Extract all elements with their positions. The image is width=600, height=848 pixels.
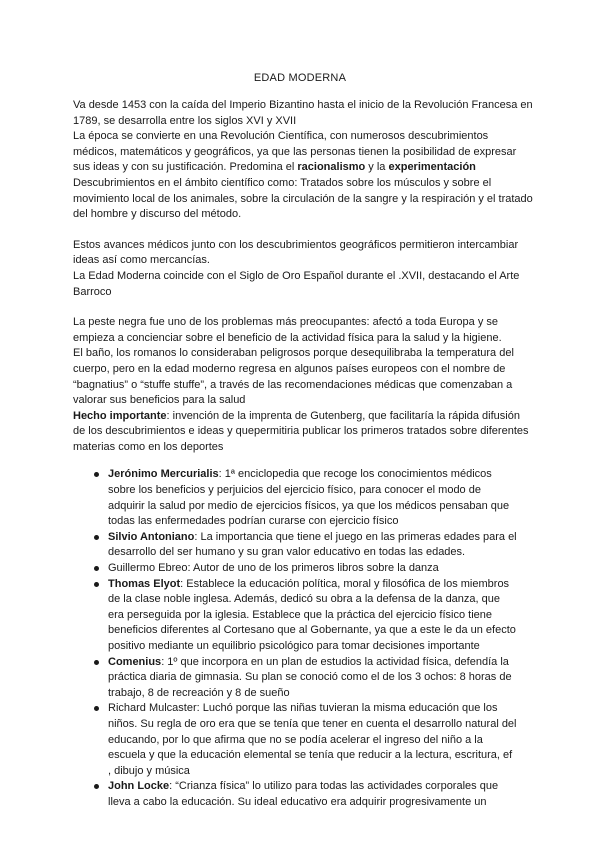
intro-connector: y la <box>365 161 389 174</box>
important-fact-label: Hecho importante <box>73 409 167 422</box>
intro-paragraph-3: Descubrimientos en el ámbito científico como: Tratados sobre los músculos y sobre el movimiento local de los animales, sobre la circulación de la sangre y la respiración y el tratado del hombre y discurso del método. <box>73 176 533 221</box>
figure-description: : “Crianza física” lo utilizo para todas las actividades corporales que lleva a cabo la educación. Su ideal educativo era adquirir progresivamente un <box>108 780 499 808</box>
important-fact-text: : invención de la imprenta de Gutenberg, que facilitaría la rápida difusión de los descubrimientos e ideas y quepermitiria publicar los primeros tratados sobre diferentes materias como en los deportes <box>73 409 529 453</box>
figure-description: : Establece la educación política, moral y filosófica de los miembros de la clase noble inglesa. Además, dedicó su obra a la defensa de la danza, que era perseguida por la iglesia. Establece que la práctica del ejercicio físico tiene beneficios diferentes al Cortesano que al Gobernante, ya que a este le da un efecto positivo mediante un equilibrio psicológico para tomar decisiones importante <box>108 577 516 652</box>
experimentacion-term: experimentación <box>388 161 476 174</box>
spacer <box>73 300 533 315</box>
figure-name: Comenius <box>108 655 162 668</box>
figure-name: Silvio Antoniano <box>108 530 195 543</box>
document-body <box>73 98 533 811</box>
figure-description: Richard Mulcaster: Luchó porque las niñas tuvieran la misma educación que los niños. Su regla de oro era que se tenía que tener en cuenta el desarrollo natural del educando, por lo que afirma que no se podía acelerar el ingreso del niño a la escuela y que la educación elemental se tenía que reducir a la lectura, escritura, ef , dibujo y música <box>108 702 517 777</box>
figure-description: : 1º que incorpora en un plan de estudios la actividad física, defendía la práctica diaria de gimnasia. Su plan se conoció como el de los 3 ochos: 8 horas de trabajo, 8 de recreación y 8 de sueño <box>108 655 512 699</box>
intro-paragraph-2 <box>73 129 533 176</box>
list-item <box>94 655 518 702</box>
figure-description: : 1ª enciclopedia que recoge los conocimientos médicos sobre los beneficios y perjuicios del ejercicio físico, para conocer el modo de adquirir la salud por medio de ejercicios físicos, ya que los médicos pensaban que todas las enfermedades podrían curarse con ejercicio físico <box>108 468 510 528</box>
figure-description: Guillermo Ebreo: Autor de uno de los primeros libros sobre la danza <box>108 562 439 575</box>
list-item <box>94 577 518 655</box>
intro-text: La época se convierte en una Revolución Científica, con numerosos descubrimientos médicos, matemáticos y geográficos, ya que las personas tienen la posibilidad de expresar sus ideas y con su justificación. Predomina el <box>73 130 517 174</box>
bath-paragraph: El baño, los romanos lo consideraban peligrosos porque desequilibraba la temperatura del cuerpo, pero en la edad moderno regresa en algunos países europeos con el nombre de “bagnatius” o “stuffe stuffe”, a través de las recomendaciones médicas que comenzaban a valorar sus beneficios para la salud <box>73 347 514 407</box>
intro-paragraph-1: Va desde 1453 con la caída del Imperio Bizantino hasta el inicio de la Revolución Francesa en 1789, se desarrolla entre los siglos XVI y XVII <box>73 99 533 127</box>
page-title: EDAD MODERNA <box>253 72 347 84</box>
trade-paragraph: Estos avances médicos junto con los descubrimientos geográficos permitieron intercambiar ideas así como mercancías. <box>73 238 519 267</box>
golden-age-paragraph: La Edad Moderna coincide con el Siglo de Oro Español durante el .XVII, destacando el Arte Barroco <box>73 269 520 298</box>
figure-name: Jerónimo Mercurialis <box>108 468 219 481</box>
printing-paragraph <box>73 409 533 456</box>
racionalismo-term: racionalismo <box>297 161 366 174</box>
spacer <box>73 455 533 467</box>
list-item <box>94 779 518 810</box>
list-item <box>94 530 518 561</box>
figure-description: : La importancia que tiene el juego en las primeras edades para el desarrollo del ser humano y su gran valor educativo en todas las edades. <box>108 530 517 559</box>
spacer <box>73 223 533 238</box>
notable-figures-list <box>94 467 518 810</box>
plague-paragraph: La peste negra fue uno de los problemas más preocupantes: afectó a toda Europa y se empieza a concienciar sobre el beneficio de la actividad física para la salud y la higiene. <box>73 316 502 344</box>
list-item <box>94 467 518 529</box>
figure-name: John Locke <box>108 780 170 793</box>
list-item <box>94 701 518 779</box>
figure-name: Thomas Elyot <box>108 577 181 590</box>
list-item <box>94 561 518 577</box>
